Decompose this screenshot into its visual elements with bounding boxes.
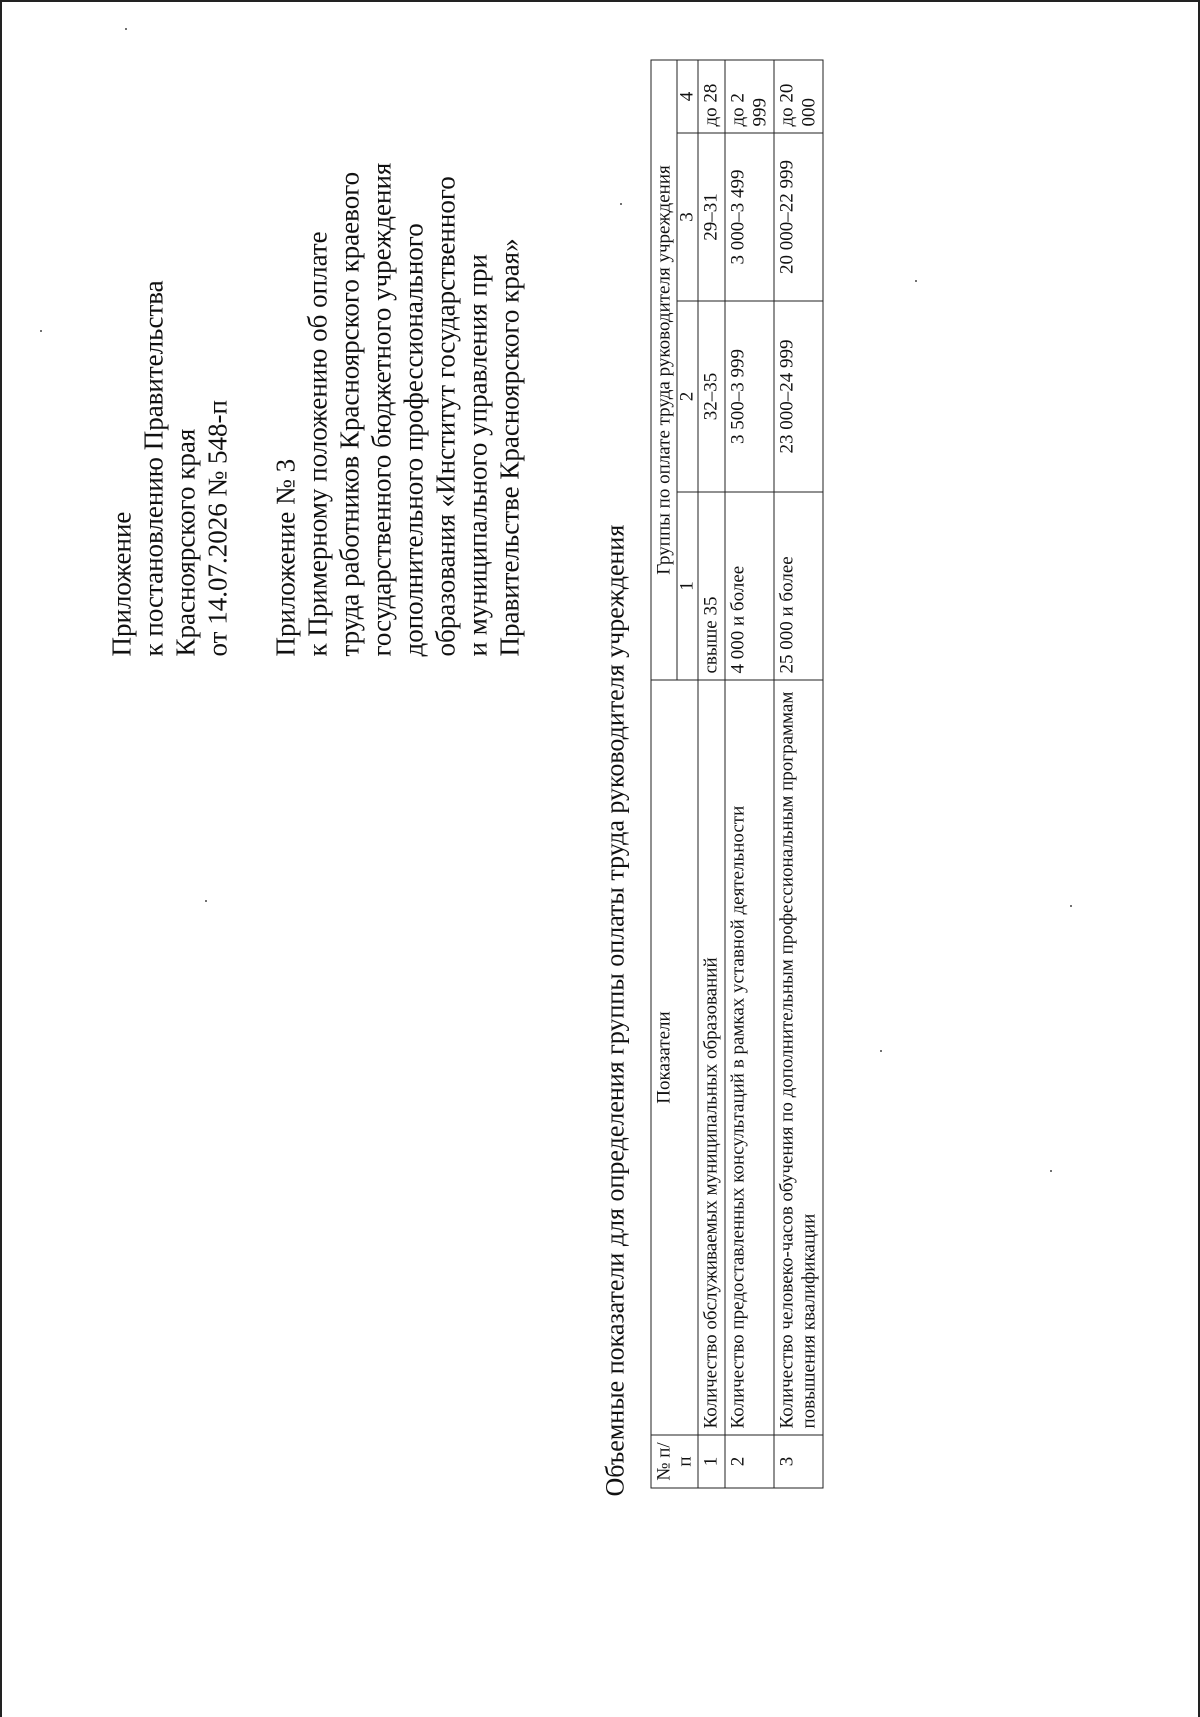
row-value-group-2: 23 000–24 999	[774, 301, 823, 492]
appendix-header	[106, 163, 526, 657]
document-sheet	[1, 0, 1200, 1717]
row-value-group-1: 25 000 и более	[774, 492, 823, 680]
appendix-b-line-7: и муниципального управления при	[462, 254, 493, 657]
row-num: 2	[725, 1435, 774, 1488]
appendix-a-line-3: Красноярского края	[170, 428, 201, 657]
indicators-table	[651, 60, 824, 1489]
appendix-a-line-1: Приложение	[106, 511, 137, 657]
row-indicator: Количество предоставленных консультаций в рамках уставной деятельности	[725, 680, 774, 1435]
row-value-group-3: 20 000–22 999	[774, 133, 823, 301]
appendix-b-line-5: дополнительного профессионального	[398, 223, 429, 657]
group-number-2: 2	[677, 301, 698, 492]
appendix-b-line-1: Приложение № 3	[270, 458, 301, 657]
appendix-a-line-2: к постановлению Правительства	[138, 280, 169, 657]
table-row	[698, 60, 725, 1488]
table-header-row	[651, 60, 677, 1488]
row-indicator: Количество человеко-часов обучения по дополнительным профессиональным программам повышения квалификации	[774, 680, 823, 1435]
table-row	[725, 60, 774, 1488]
appendix-b-line-6: образования «Институт государственного	[430, 176, 461, 657]
row-value-group-1: свыше 35	[698, 492, 725, 680]
table-row	[774, 60, 823, 1488]
appendix-gap	[234, 163, 270, 657]
row-value-group-3: 29–31	[698, 133, 725, 301]
appendix-b-line-4: государственного бюджетного учреждения	[366, 162, 397, 657]
table-title: Объемные показатели для определения группы оплаты труда руководителя учреждения	[600, 524, 630, 1497]
row-indicator: Количество обслуживаемых муниципальных образований	[698, 680, 725, 1435]
row-value-group-4: до 20 000	[774, 60, 823, 133]
row-value-group-2: 32–35	[698, 301, 725, 492]
group-number-4: 4	[677, 60, 698, 133]
appendix-b-line-2: к Примерному положению об оплате	[302, 231, 333, 657]
group-number-3: 3	[677, 133, 698, 301]
row-num: 1	[698, 1435, 725, 1488]
row-value-group-4: до 2 999	[725, 60, 774, 133]
appendix-b-line-8: Правительстве Красноярского края»	[494, 238, 525, 657]
appendix-b-line-3: труда работников Красноярского краевого	[334, 171, 365, 657]
header-num: № п/п	[651, 1435, 698, 1488]
row-num: 3	[774, 1435, 823, 1488]
row-value-group-3: 3 000–3 499	[725, 133, 774, 301]
row-value-group-2: 3 500–3 999	[725, 301, 774, 492]
row-value-group-4: до 28	[698, 60, 725, 133]
header-indicator: Показатели	[651, 680, 698, 1435]
row-value-group-1: 4 000 и более	[725, 492, 774, 680]
group-number-1: 1	[677, 492, 698, 680]
header-groups: Группы по оплате труда руководителя учреждения	[651, 60, 677, 680]
appendix-a-line-4: от 14.07.2026 № 548-п	[202, 400, 233, 657]
